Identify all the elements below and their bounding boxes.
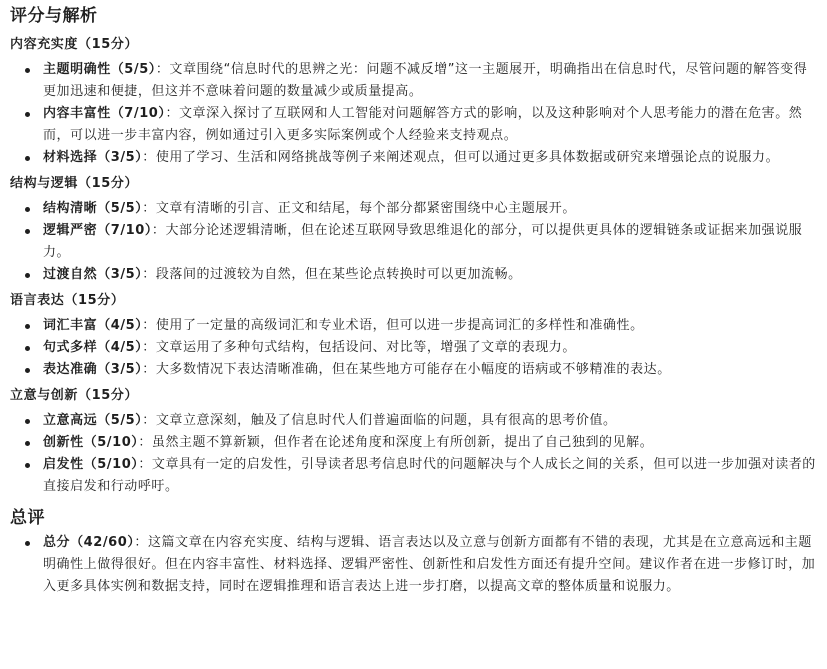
- item-text: 文章围绕“信息时代的思辨之光：问题不减反增”这一主题展开，明确指出在信息时代，尽管问题的解答变得更加迅速和便捷，但这并不意味着问题的数量减少或质量提高。: [43, 62, 808, 99]
- bullet-icon: [25, 441, 30, 446]
- bullet-icon: [25, 463, 30, 468]
- list-item: [10, 147, 816, 169]
- item-separator: ：: [142, 150, 156, 165]
- bullet-icon: [25, 541, 30, 546]
- bullet-icon: [25, 156, 30, 161]
- summary-list: [10, 532, 816, 598]
- item-separator: ：: [142, 201, 156, 216]
- list-item: [10, 198, 816, 220]
- item-label: 词汇丰富（4/5）: [43, 318, 143, 333]
- item-separator: ：: [142, 362, 156, 377]
- item-text: 使用了学习、生活和网络挑战等例子来阐述观点，但可以通过更多具体数据或研究来增强论点的说服力。: [155, 150, 780, 165]
- bullet-icon: [25, 112, 30, 117]
- criteria-list-innovation: [10, 410, 816, 498]
- item-label: 材料选择（3/5）: [43, 150, 143, 165]
- bullet-icon: [25, 419, 30, 424]
- item-text: 虽然主题不算新颖，但作者在论述角度和深度上有所创新，提出了自己独到的见解。: [151, 435, 654, 450]
- list-item: [10, 264, 816, 286]
- section-heading-content: 内容充实度（15分）: [10, 37, 139, 52]
- item-text: 文章具有一定的启发性，引导读者思考信息时代的问题解决与个人成长之间的关系，但可以进一步加强对读者的直接启发和行动呼吁。: [43, 457, 816, 494]
- item-text: 大部分论述逻辑清晰，但在论述互联网导致思维退化的部分，可以提供更具体的逻辑链条或证据来加强说服力。: [43, 223, 803, 260]
- list-item: [10, 220, 816, 264]
- summary-heading: 总评: [10, 508, 45, 528]
- item-text: 使用了一定量的高级词汇和专业术语，但可以进一步提高词汇的多样性和准确性。: [155, 318, 644, 333]
- bullet-icon: [25, 229, 30, 234]
- item-separator: ：: [138, 435, 152, 450]
- item-text: 段落间的过渡较为自然，但在某些论点转换时可以更加流畅。: [155, 267, 522, 282]
- evaluation-document: [10, 0, 816, 602]
- list-item: [10, 337, 816, 359]
- item-label: 句式多样（4/5）: [43, 340, 143, 355]
- item-separator: ：: [142, 318, 156, 333]
- item-text: 大多数情况下表达清晰准确，但在某些地方可能存在小幅度的语病或不够精准的表达。: [155, 362, 671, 377]
- list-item: [10, 454, 816, 498]
- item-text: 文章有清晰的引言、正文和结尾，每个部分都紧密围绕中心主题展开。: [155, 201, 576, 216]
- section-heading-language: 语言表达（15分）: [10, 293, 125, 308]
- section-heading-innovation: 立意与创新（15分）: [10, 388, 139, 403]
- item-separator: ：: [165, 106, 179, 121]
- bullet-icon: [25, 68, 30, 73]
- item-separator: ：: [155, 62, 170, 77]
- item-label: 结构清晰（5/5）: [43, 201, 143, 216]
- item-text: 文章运用了多种句式结构，包括设问、对比等，增强了文章的表现力。: [155, 340, 576, 355]
- item-separator: ：: [138, 457, 152, 472]
- item-separator: ：: [142, 340, 156, 355]
- bullet-icon: [25, 273, 30, 278]
- item-text: 文章深入探讨了互联网和人工智能对问题解答方式的影响，以及这种影响对个人思考能力的潜在危害。然而，可以进一步丰富内容，例如通过引入更多实际案例或个人经验来支持观点。: [43, 106, 803, 143]
- item-label: 立意高远（5/5）: [43, 413, 143, 428]
- item-separator: ：: [142, 413, 156, 428]
- bullet-icon: [25, 346, 30, 351]
- list-item: [10, 532, 816, 598]
- bullet-icon: [25, 368, 30, 373]
- list-item: [10, 103, 816, 147]
- item-text: 文章立意深刻，触及了信息时代人们普遍面临的问题，具有很高的思考价值。: [155, 413, 617, 428]
- item-label: 启发性（5/10）: [43, 457, 139, 472]
- item-separator: ：: [151, 223, 166, 238]
- item-label: 内容丰富性（7/10）: [43, 106, 166, 121]
- list-item: [10, 315, 816, 337]
- item-label: 逻辑严密（7/10）: [43, 223, 152, 238]
- page-title: 评分与解析: [10, 6, 98, 26]
- item-text: 这篇文章在内容充实度、结构与逻辑、语言表达以及立意与创新方面都有不错的表现，尤其是在立意高远和主题明确性上做得很好。但在内容丰富性、材料选择、逻辑严密性、创新性和启发性方面还有提升空间。建议作者在进一步修订时，加入更多具体实例和数据支持，同时在逻辑推理和语言表达上进一步打磨，以提高文章的整体质量和说服力。: [43, 535, 816, 594]
- bullet-icon: [25, 324, 30, 329]
- list-item: [10, 410, 816, 432]
- bullet-icon: [25, 207, 30, 212]
- section-heading-structure: 结构与逻辑（15分）: [10, 176, 139, 191]
- item-label: 总分（42/60）: [43, 535, 135, 550]
- item-separator: ：: [142, 267, 156, 282]
- list-item: [10, 359, 816, 381]
- item-label: 表达准确（3/5）: [43, 362, 143, 377]
- criteria-list-structure: [10, 198, 816, 286]
- criteria-list-language: [10, 315, 816, 381]
- list-item: [10, 432, 816, 454]
- item-label: 主题明确性（5/5）: [43, 62, 156, 77]
- item-label: 创新性（5/10）: [43, 435, 139, 450]
- criteria-list-content: [10, 59, 816, 169]
- list-item: [10, 59, 816, 103]
- item-label: 过渡自然（3/5）: [43, 267, 143, 282]
- item-separator: ：: [134, 535, 148, 550]
